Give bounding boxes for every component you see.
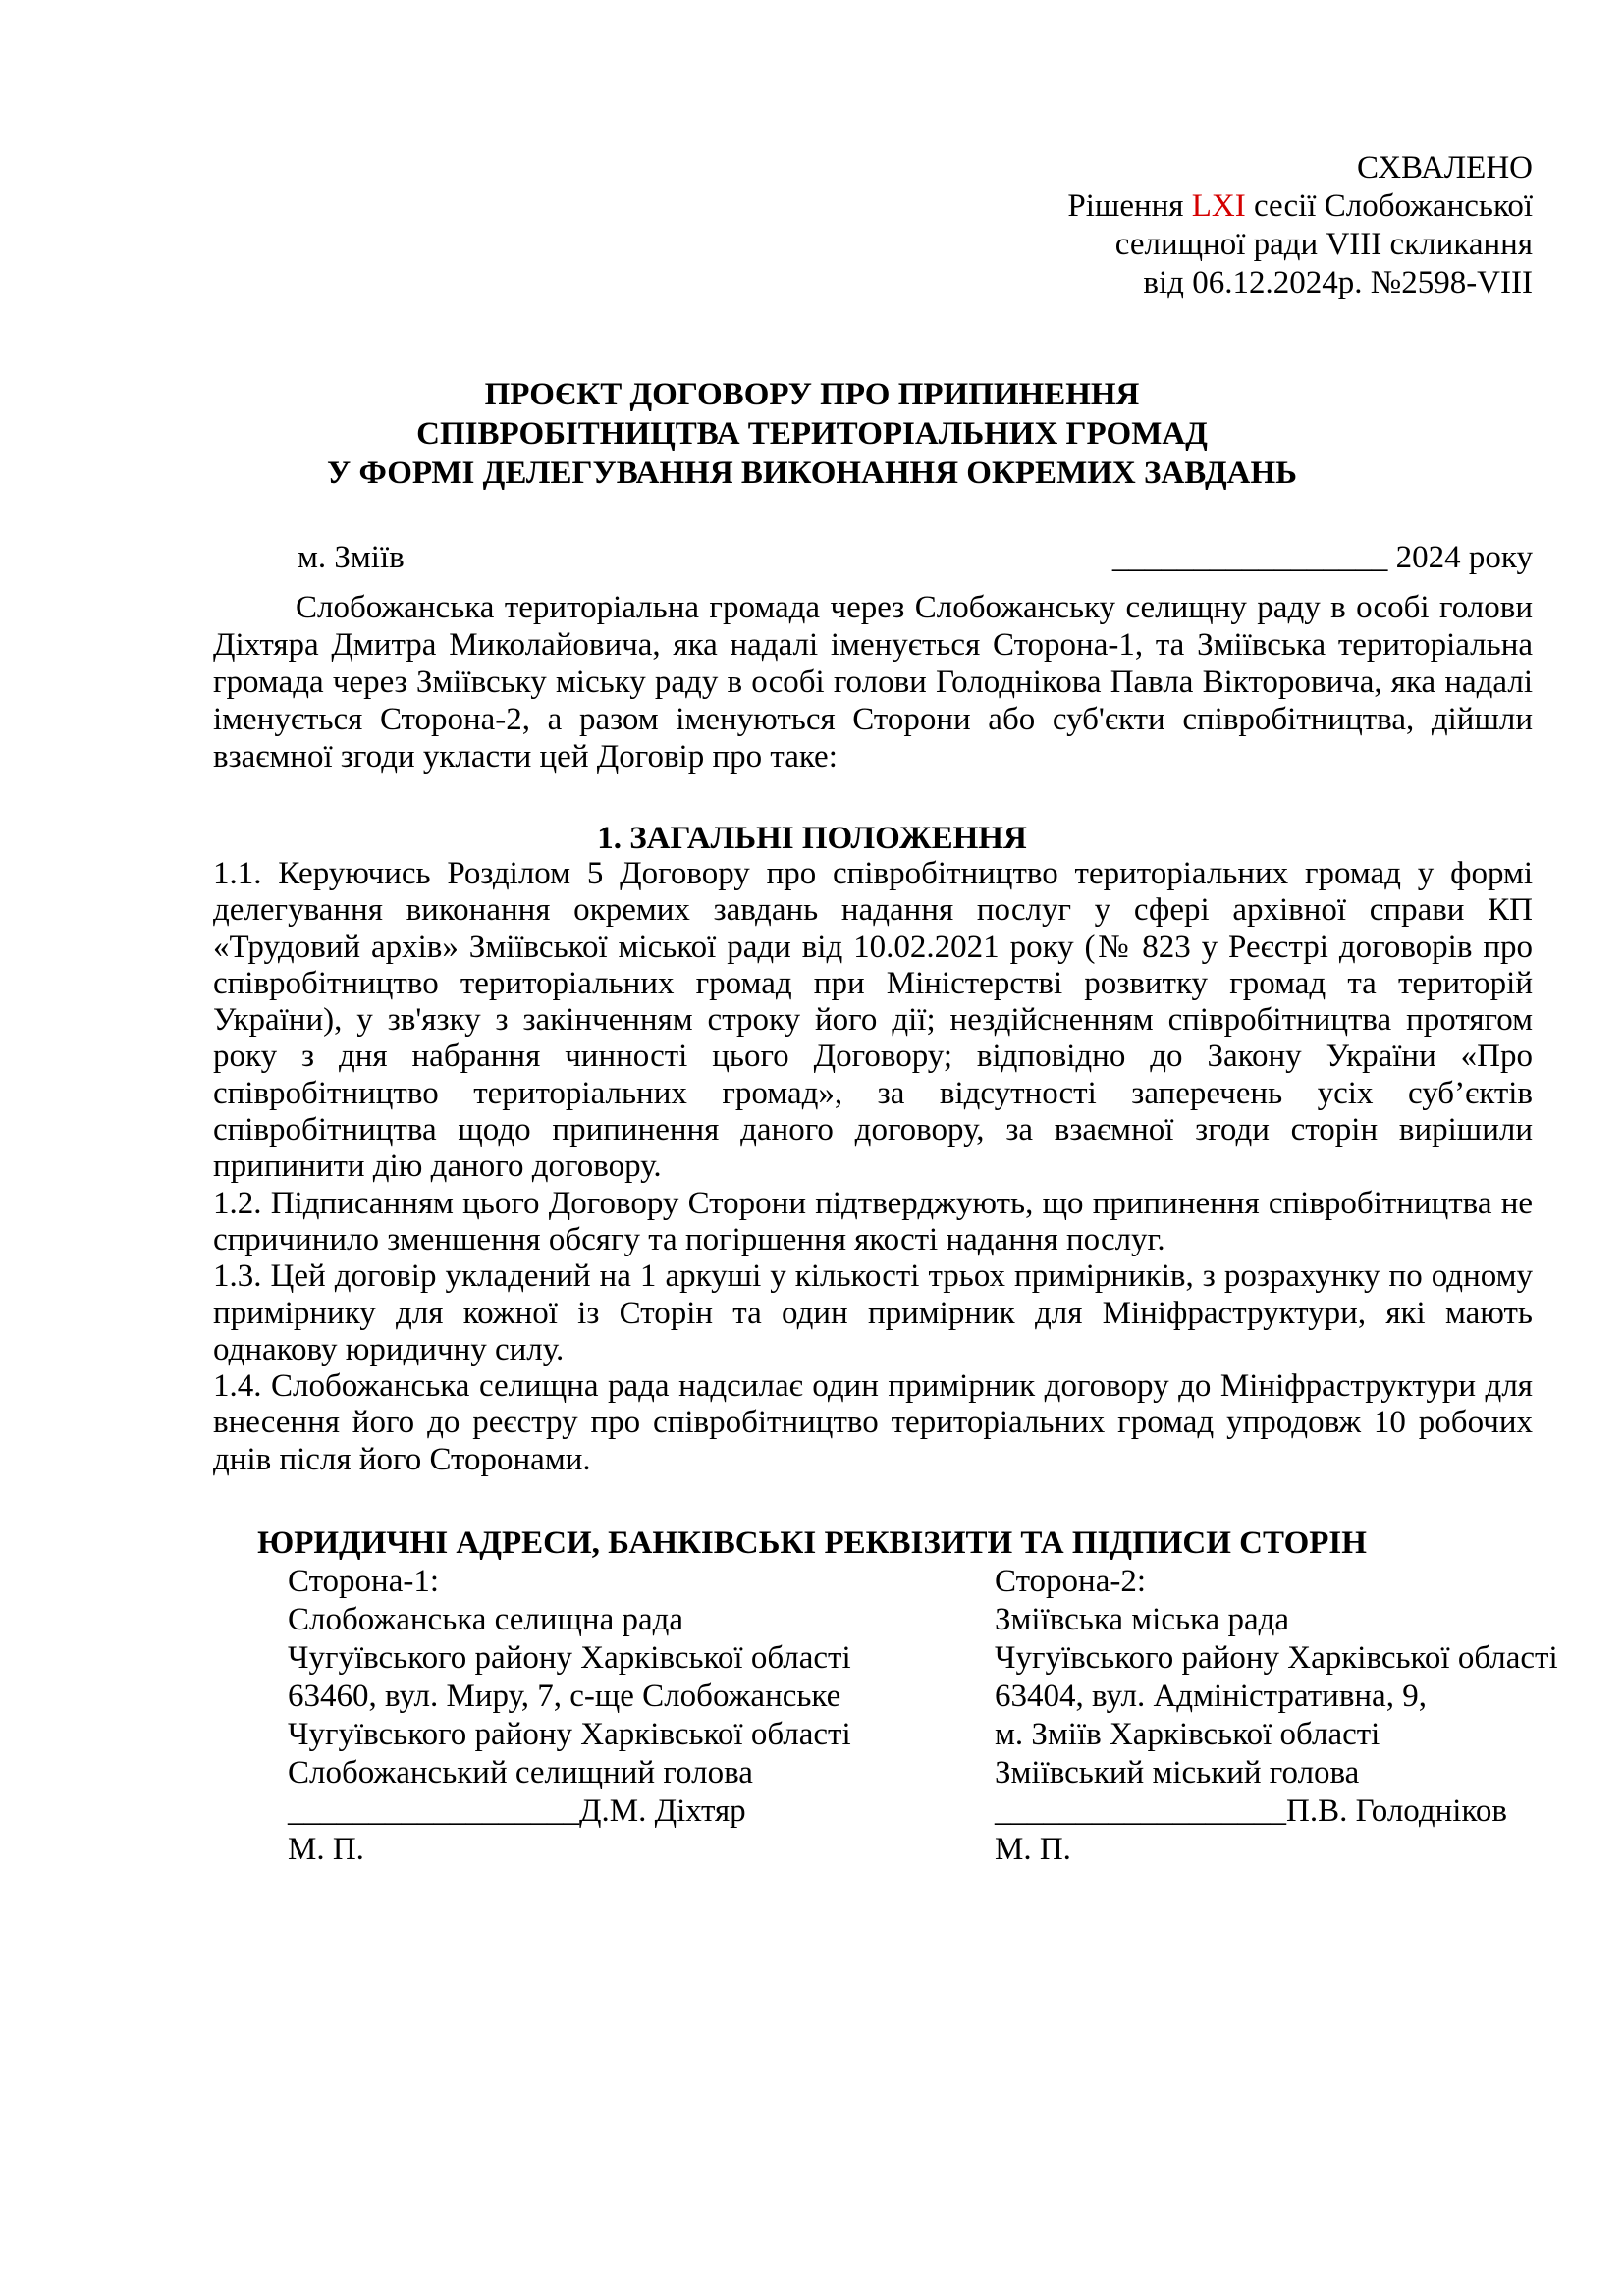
- party-1-name: Слобожанська селищна рада: [288, 1602, 684, 1637]
- party-1-address: 63460, вул. Миру, 7, с-ще Слобожанське: [288, 1679, 841, 1714]
- document-title: [0, 375, 1624, 493]
- approval-council-line: селищної ради VIII скликання: [1114, 227, 1533, 262]
- party-2-label: Сторона-2:: [995, 1564, 1147, 1599]
- party-2-address: 63404, вул. Адміністративна, 9,: [995, 1679, 1427, 1714]
- clause-1-2: 1.2. Підписанням цього Договору Сторони підтверджують, що припинення співробітництва не спричинило зменшення обсягу та погіршення якості надання послуг.: [213, 1185, 1533, 1257]
- approval-decision-line: [1067, 187, 1533, 226]
- approval-stamp-block: [1067, 149, 1533, 302]
- clause-1-4: 1.4. Слобожанська селищна рада надсилає один примірник договору до Мініфраструктури для внесення його до реєстру про співробітництво територіальних громад упродовж 10 робочих днів після його Сторонами.: [213, 1368, 1533, 1477]
- approval-date-number: від 06.12.2024р. №2598-VIII: [1143, 265, 1533, 300]
- party-2-address-2: м. Зміїв Харківської області: [995, 1717, 1380, 1752]
- party-2-position: Зміївський міський голова: [995, 1755, 1360, 1790]
- party-2-name: Зміївська міська рада: [995, 1602, 1290, 1637]
- party-2-district: Чугуївського району Харківської області: [995, 1640, 1558, 1676]
- date-blank: _________________ 2024 року: [1111, 540, 1533, 575]
- party-1-stamp-mark: М. П.: [288, 1832, 364, 1867]
- clause-1-3: 1.3. Цей договір укладений на 1 аркуші у кількості трьох примірників, з розрахунку по одному примірнику для кожної із Сторін та один примірник для Мініфраструктури, які мають однакову юридичну силу.: [213, 1258, 1533, 1367]
- city-name: м. Зміїв: [298, 540, 405, 575]
- approval-decision-suffix: сесії Слобожанської: [1245, 188, 1533, 224]
- approval-session-number: LXI: [1191, 188, 1246, 224]
- party-2-signature-line: __________________П.В. Голодніков: [995, 1793, 1507, 1829]
- party-1-label: Сторона-1:: [288, 1564, 440, 1599]
- party-1-address-2: Чугуївського району Харківської області: [288, 1717, 851, 1752]
- section-1-title: 1. ЗАГАЛЬНІ ПОЛОЖЕННЯ: [597, 821, 1027, 856]
- title-line-2: СПІВРОБІТНИЦТВА ТЕРИТОРІАЛЬНИХ ГРОМАД: [416, 416, 1208, 452]
- title-line-1: ПРОЄКТ ДОГОВОРУ ПРО ПРИПИНЕННЯ: [484, 377, 1140, 412]
- requisites-title: ЮРИДИЧНІ АДРЕСИ, БАНКІВСЬКІ РЕКВІЗИТИ ТА ПІДПИСИ СТОРІН: [257, 1525, 1367, 1561]
- party-1-position: Слобожанський селищний голова: [288, 1755, 753, 1790]
- title-line-3: У ФОРМІ ДЕЛЕГУВАННЯ ВИКОНАННЯ ОКРЕМИХ ЗАВДАНЬ: [327, 455, 1297, 491]
- party-1-block: [288, 1563, 851, 1869]
- clause-1-1: 1.1. Керуючись Розділом 5 Договору про співробітництво територіальних громад у формі делегування виконання окремих завдань надання послуг у сфері архівної справи КП «Трудовий архів» Зміївської міської ради від 10.02.2021 року (№ 823 у Реєстрі договорів про співробітництво територіальних громад при Міністерстві розвитку громад та територій України), у зв'язку з закінченням строку його дії; нездійсненням співробітництва протягом року з дня набрання чинності цього Договору; відповідно до Закону України «Про співробітництво територіальних громад», за відсутності заперечень усіх суб’єктів співробітництва щодо припинення даного договору, за взаємної згоди сторін вирішили припинити дію даного договору.: [213, 856, 1533, 1185]
- approval-decision-prefix: Рішення: [1067, 188, 1192, 224]
- section-1-clauses: [213, 856, 1533, 1478]
- party-2-block: [995, 1563, 1558, 1869]
- party-2-stamp-mark: М. П.: [995, 1832, 1071, 1867]
- party-1-signature-line: __________________Д.М. Діхтяр: [288, 1793, 746, 1829]
- party-1-district: Чугуївського району Харківської області: [288, 1640, 851, 1676]
- preamble-paragraph: Слобожанська територіальна громада через Слобожанську селищну раду в особі голови Діхтяра Дмитра Миколайовича, яка надалі іменується Сторона-1, та Зміївська територіальна громада через Зміївську міську раду в особі голови Голоднікова Павла Вікторовича, яка надалі іменується Сторона-2, а разом іменуються Сторони або суб'єкти співробітництва, дійшли взаємної згоди укласти цей Договір про таке:: [213, 590, 1533, 774]
- approval-heading: СХВАЛЕНО: [1357, 150, 1533, 186]
